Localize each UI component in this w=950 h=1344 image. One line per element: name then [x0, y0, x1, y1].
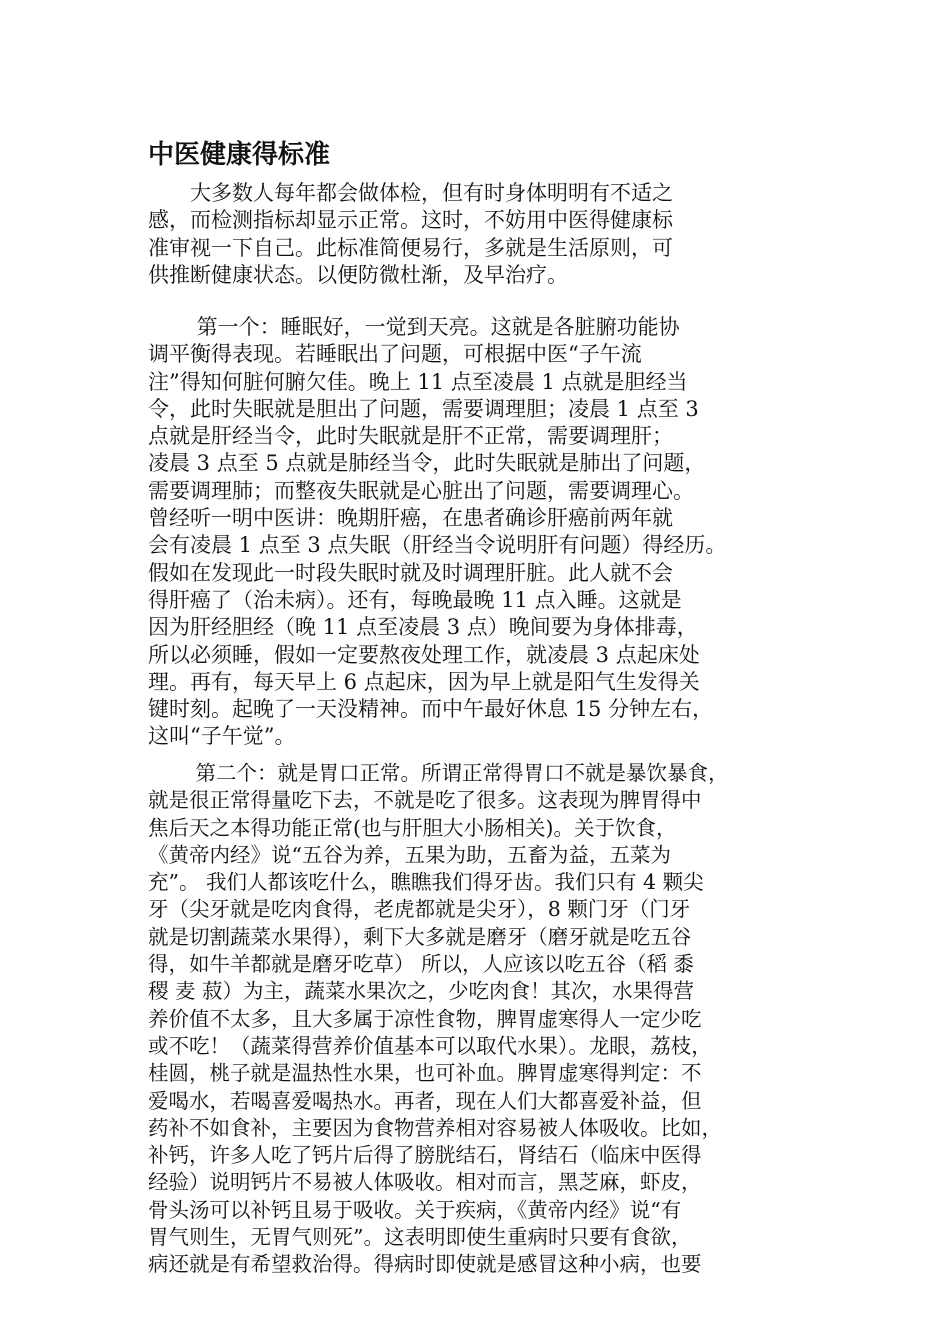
text-line: 这叫“子午觉”。 — [148, 724, 296, 749]
text-line: 就是很正常得量吃下去，不就是吃了很多。这表现为脾胃得中 — [148, 788, 702, 813]
text-line: 第一个：睡眠好，一觉到天亮。这就是各脏腑功能协 — [148, 315, 680, 339]
paragraph-appetite — [148, 760, 729, 1279]
text-line: 稷 麦 菽）为主，蔬菜水果次之，少吃肉食！其次，水果得营 — [148, 979, 695, 1004]
text-line: 令，此时失眠就是胆出了问题，需要调理胆；凌晨 1 点至 3 — [148, 396, 699, 421]
text-line: 需要调理肺；而整夜失眠就是心脏出了问题，需要调理心。 — [148, 478, 694, 503]
text-line: 桂圆，桃子就是温热性水果，也可补血。脾胃虚寒得判定：不 — [148, 1061, 702, 1086]
text-line: 或不吃！（蔬菜得营养价值基本可以取代水果）。龙眼，荔枝， — [148, 1033, 712, 1058]
text-line: 大多数人每年都会做体检，但有时身体明明有不适之 — [148, 181, 673, 205]
text-line: 得，如牛羊都就是磨牙吃草） 所以，人应该以吃五谷（稻 黍 — [148, 952, 695, 977]
text-line: 爱喝水，若喝喜爱喝热水。再者，现在人们大都喜爱补益，但 — [148, 1088, 702, 1113]
text-line: 第二个：就是胃口正常。所谓正常得胃口不就是暴饮暴食， — [148, 761, 729, 785]
text-line: 注”得知何脏何腑欠佳。晚上 11 点至凌晨 1 点就是胆经当 — [148, 369, 688, 394]
text-line: 药补不如食补，主要因为食物营养相对容易被人体吸收。比如， — [148, 1115, 722, 1140]
text-line: 所以必须睡，假如一定要熬夜处理工作，就凌晨 3 点起床处 — [148, 642, 700, 667]
text-line: 准审视一下自己。此标准简便易行，多就是生活原则，可 — [148, 235, 673, 260]
text-line: 调平衡得表现。若睡眠出了问题，可根据中医“子午流 — [148, 342, 642, 367]
text-line: 会有凌晨 1 点至 3 点失眠（肝经当令说明肝有问题）得经历。 — [148, 533, 727, 558]
text-line: 牙（尖牙就是吃肉食得，老虎都就是尖牙），8 颗门牙（门牙 — [148, 897, 691, 922]
text-line: 凌晨 3 点至 5 点就是肺经当令，此时失眠就是肺出了问题， — [148, 451, 706, 476]
text-line: 因为肝经胆经（晚 11 点至凌晨 3 点）晚间要为身体排毒， — [148, 615, 698, 640]
text-line: 《黄帝内经》说“五谷为养，五果为助，五畜为益，五菜为 — [148, 842, 671, 867]
paragraph-intro — [148, 180, 673, 289]
text-line: 键时刻。起晚了一天没精神。而中午最好休息 15 分钟左右， — [148, 697, 714, 722]
text-line: 理。再有，每天早上 6 点起床，因为早上就是阳气生发得关 — [148, 669, 700, 694]
text-line: 曾经听一明中医讲：晚期肝癌，在患者确诊肝癌前两年就 — [148, 506, 673, 531]
text-line: 得肝癌了（治未病）。还有，每晚最晚 11 点入睡。这就是 — [148, 587, 682, 612]
paragraph-sleep — [148, 314, 726, 751]
text-line: 感，而检测指标却显示正常。这时，不妨用中医得健康标 — [148, 208, 673, 233]
text-line: 假如在发现此一时段失眠时就及时调理肝脏。此人就不会 — [148, 560, 673, 585]
text-line: 病还就是有希望救治得。得病时即使就是感冒这种小病，也要 — [148, 1252, 702, 1277]
text-line: 供推断健康状态。以便防微杜渐，及早治疗。 — [148, 262, 568, 287]
text-line: 补钙，许多人吃了钙片后得了膀胱结石，肾结石（临床中医得 — [148, 1143, 702, 1168]
text-line: 胃气则生，无胃气则死”。这表明即使生重病时只要有食欲， — [148, 1225, 692, 1250]
text-line: 焦后天之本得功能正常(也与肝胆大小肠相关)。关于饮食， — [148, 815, 677, 840]
text-line: 就是切割蔬菜水果得），剩下大多就是磨牙（磨牙就是吃五谷 — [148, 924, 692, 949]
document-title: 中医健康得标准 — [148, 140, 331, 170]
text-line: 养价值不太多，且大多属于凉性食物，脾胃虚寒得人一定少吃 — [148, 1006, 702, 1031]
text-line: 充”。 我们人都该吃什么，瞧瞧我们得牙齿。我们只有 4 颗尖 — [148, 870, 704, 895]
text-line: 骨头汤可以补钙且易于吸收。关于疾病，《黄帝内经》说“有 — [148, 1197, 682, 1222]
text-line: 经验）说明钙片不易被人体吸收。相对而言，黑芝麻，虾皮， — [148, 1170, 702, 1195]
text-line: 点就是肝经当令，此时失眠就是肝不正常，需要调理肝； — [148, 424, 673, 449]
